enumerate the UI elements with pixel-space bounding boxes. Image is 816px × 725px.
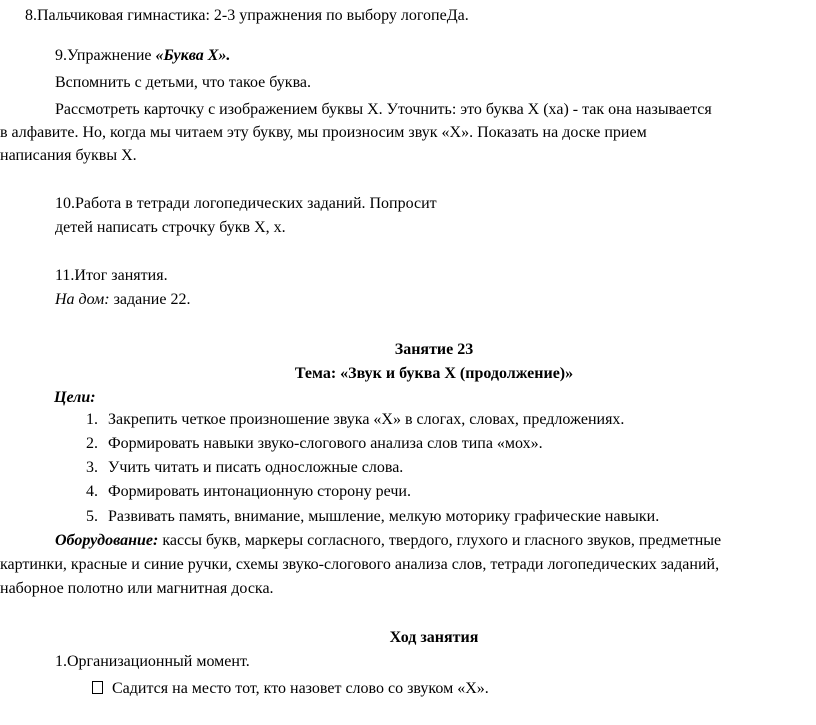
goal-number: 5. [86,508,98,525]
goal-item [86,410,624,430]
equipment-line: картинки, красные и синие ручки, схемы звуко-слогового анализа слов, тетради логопедических заданий, [0,556,720,573]
section-9-paragraph-line: в алфавите. Но, когда мы читаем эту букву, мы произносим звук «Х». Показать на доске прием [0,124,647,141]
goal-item [86,482,411,502]
course-bullet-item [92,679,489,699]
homework-text: задание 22. [109,291,191,308]
lesson-topic: Тема: «Звук и буква Х (продолжение)» [294,365,574,382]
equipment-label: Оборудование: [55,532,159,549]
section-9-paragraph-line: написания буквы Х. [0,147,137,164]
goal-text: Формировать интонационную сторону речи. [108,483,411,500]
course-heading: Ход занятия [389,629,479,646]
goal-text: Закрепить четкое произношение звука «Х» в слогах, словах, предложениях. [108,411,625,428]
section-9-prefix: 9.Упражнение [55,47,156,64]
goal-item [86,434,543,454]
section-8-text: 8.Пальчиковая гимнастика: 2-3 упражнения по выбору логопеДа. [25,7,469,24]
section-10-line: 10.Работа в тетради логопедических заданий. Попросит [55,195,437,212]
homework-label: На дом: [55,291,110,308]
section-11-homework [55,290,190,310]
goal-number: 2. [86,435,98,452]
goal-text: Развивать память, внимание, мышление, мелкую моторику графические навыки. [108,508,660,525]
goal-number: 3. [86,459,98,476]
goal-number: 1. [86,411,98,428]
equipment-text: кассы букв, маркеры согласного, твердого, глухого и гласного звуков, предметные [158,532,722,549]
goal-text: Учить читать и писать односложные слова. [108,459,404,476]
course-item: 1.Организационный момент. [55,653,250,670]
goal-number: 4. [86,483,98,500]
goal-text: Формировать навыки звуко-слогового анализа слов типа «мох». [108,435,543,452]
equipment-line: наборное полотно или магнитная доска. [0,580,274,597]
goal-item [86,507,659,527]
equipment-line [55,531,721,551]
course-bullet-text: Садится на место тот, кто назовет слово со звуком «Х». [112,680,489,697]
checkbox-bullet-icon [92,681,103,694]
lesson-title: Занятие 23 [394,341,474,358]
goal-item [86,458,403,478]
section-9-paragraph-line: Рассмотреть карточку с изображением буквы Х. Уточнить: это буква Х (ха) - так она называется [55,101,712,118]
section-9-line: Вспомнить с детьми, что такое буква. [55,74,312,91]
goals-label: Цели: [54,389,96,406]
section-10-line: детей написать строчку букв Х, х. [55,219,286,236]
section-9-title: «Буква Х». [155,47,231,64]
section-9-heading [55,46,230,66]
section-11-line: 11.Итог занятия. [55,267,168,284]
